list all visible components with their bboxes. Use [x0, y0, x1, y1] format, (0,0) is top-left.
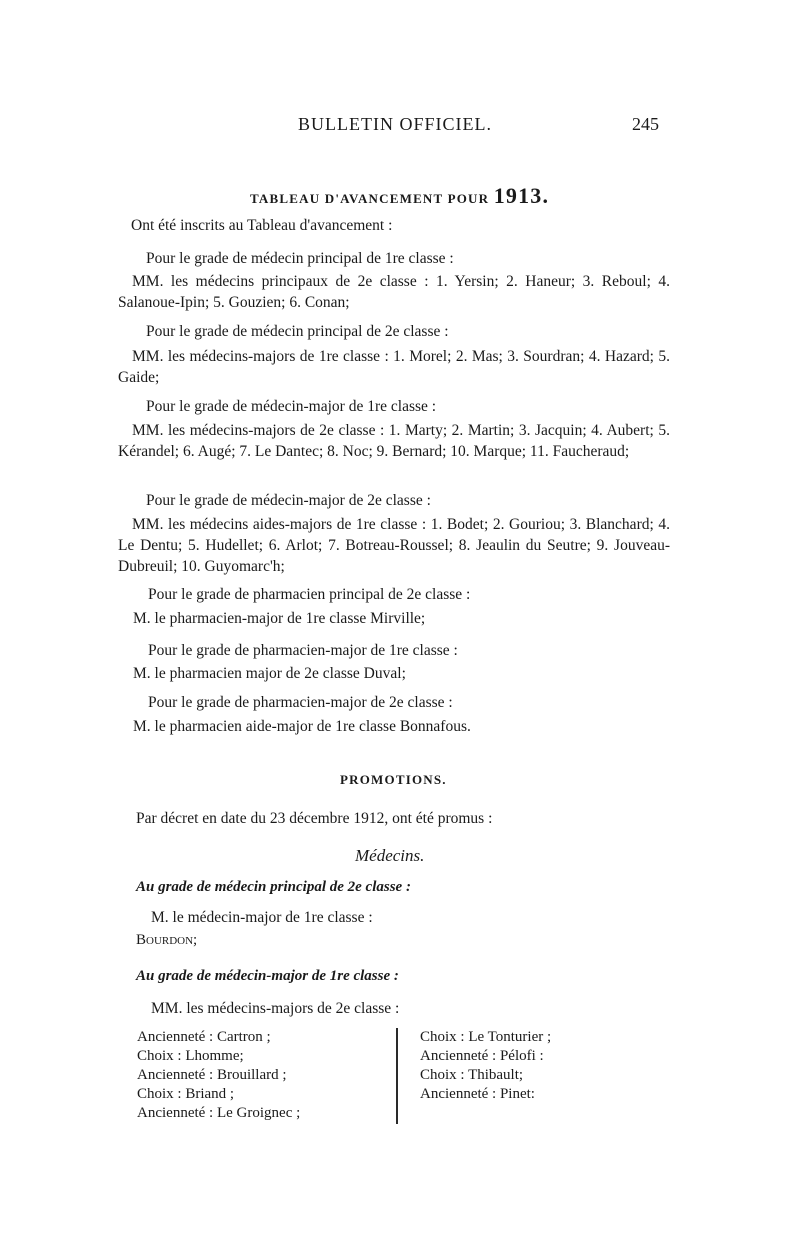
- running-header-title: BULLETIN OFFICIEL.: [298, 114, 492, 134]
- section-body: MM. les médecins aides-majors de 1re classe : 1. Bodet; 2. Gouriou; 3. Blanchard; 4. Le Dentu; 5. Hudellet; 6. Arlot; 7. Botreau-Roussel; 8. Jeaulin du Seutre; 9. Jouveau-Dubreuil; 10. Guyomarc'h;: [118, 516, 670, 575]
- promotions-title: PROMOTIONS.: [340, 772, 447, 787]
- promotions-right-column: [420, 1028, 551, 1104]
- section-heading: Pour le grade de pharmacien-major de 2e classe :: [148, 694, 453, 711]
- promotions-decree: Par décret en date du 23 décembre 1912, ont été promus :: [136, 810, 493, 827]
- promotion-entry: Ancienneté : Pinet:: [420, 1086, 535, 1102]
- grade-heading: Au grade de médecin-major de 1re classe :: [136, 968, 399, 984]
- promotion-entry: Ancienneté : Le Groignec ;: [137, 1105, 301, 1121]
- section-heading: Pour le grade de médecin-major de 2e classe :: [146, 492, 431, 509]
- section-heading: Pour le grade de pharmacien principal de 2e classe :: [148, 586, 471, 603]
- promotions-left-column: [137, 1028, 300, 1123]
- grade-line: M. le médecin-major de 1re classe :: [151, 909, 373, 926]
- promoted-name: Bourdon;: [136, 932, 198, 948]
- tableau-intro: Ont été inscrits au Tableau d'avancement :: [131, 217, 393, 234]
- promotion-entry: Choix : Le Tonturier ;: [420, 1029, 552, 1045]
- section-body: MM. les médecins-majors de 1re classe : 1. Morel; 2. Mas; 3. Sourdran; 4. Hazard; 5. Gaide;: [118, 348, 670, 386]
- section-body: M. le pharmacien aide-major de 1re classe Bonnafous.: [133, 718, 471, 735]
- promotion-entry: Ancienneté : Pélofi :: [420, 1048, 544, 1064]
- promotions-subtitle: Médecins.: [355, 846, 425, 865]
- section-heading: Pour le grade de médecin principal de 1re classe :: [146, 250, 454, 267]
- promotion-entry: Choix : Briand ;: [137, 1086, 235, 1102]
- section-heading: Pour le grade de médecin-major de 1re classe :: [146, 398, 437, 415]
- section-body: MM. les médecins principaux de 2e classe : 1. Yersin; 2. Haneur; 3. Reboul; 4. Salanoue-Ipin; 5. Gouzien; 6. Conan;: [118, 273, 670, 311]
- section-body: MM. les médecins-majors de 2e classe : 1. Marty; 2. Martin; 3. Jacquin; 4. Aubert; 5. Kérandel; 6. Augé; 7. Le Dantec; 8. Noc; 9. Bernard; 10. Marque; 11. Faucheraud;: [118, 422, 670, 460]
- section-heading: Pour le grade de pharmacien-major de 1re classe :: [148, 642, 458, 659]
- tableau-title: [250, 183, 549, 209]
- promotion-entry: Choix : Thibault;: [420, 1067, 524, 1083]
- promotion-entry: Choix : Lhomme;: [137, 1048, 244, 1064]
- section-body: M. le pharmacien major de 2e classe Duval;: [133, 665, 406, 682]
- promotion-entry: Ancienneté : Brouillard ;: [137, 1067, 287, 1083]
- column-divider: [396, 1028, 398, 1124]
- grade-line: MM. les médecins-majors de 2e classe :: [151, 1000, 400, 1017]
- section-body: M. le pharmacien-major de 1re classe Mirville;: [133, 610, 426, 627]
- page-number: 245: [632, 114, 659, 134]
- tableau-title-text: TABLEAU D'AVANCEMENT POUR: [250, 191, 490, 206]
- tableau-year: 1913.: [493, 183, 550, 208]
- promotion-entry: Ancienneté : Cartron ;: [137, 1029, 271, 1045]
- grade-heading: Au grade de médecin principal de 2e classe :: [136, 879, 411, 895]
- section-heading: Pour le grade de médecin principal de 2e classe :: [146, 323, 449, 340]
